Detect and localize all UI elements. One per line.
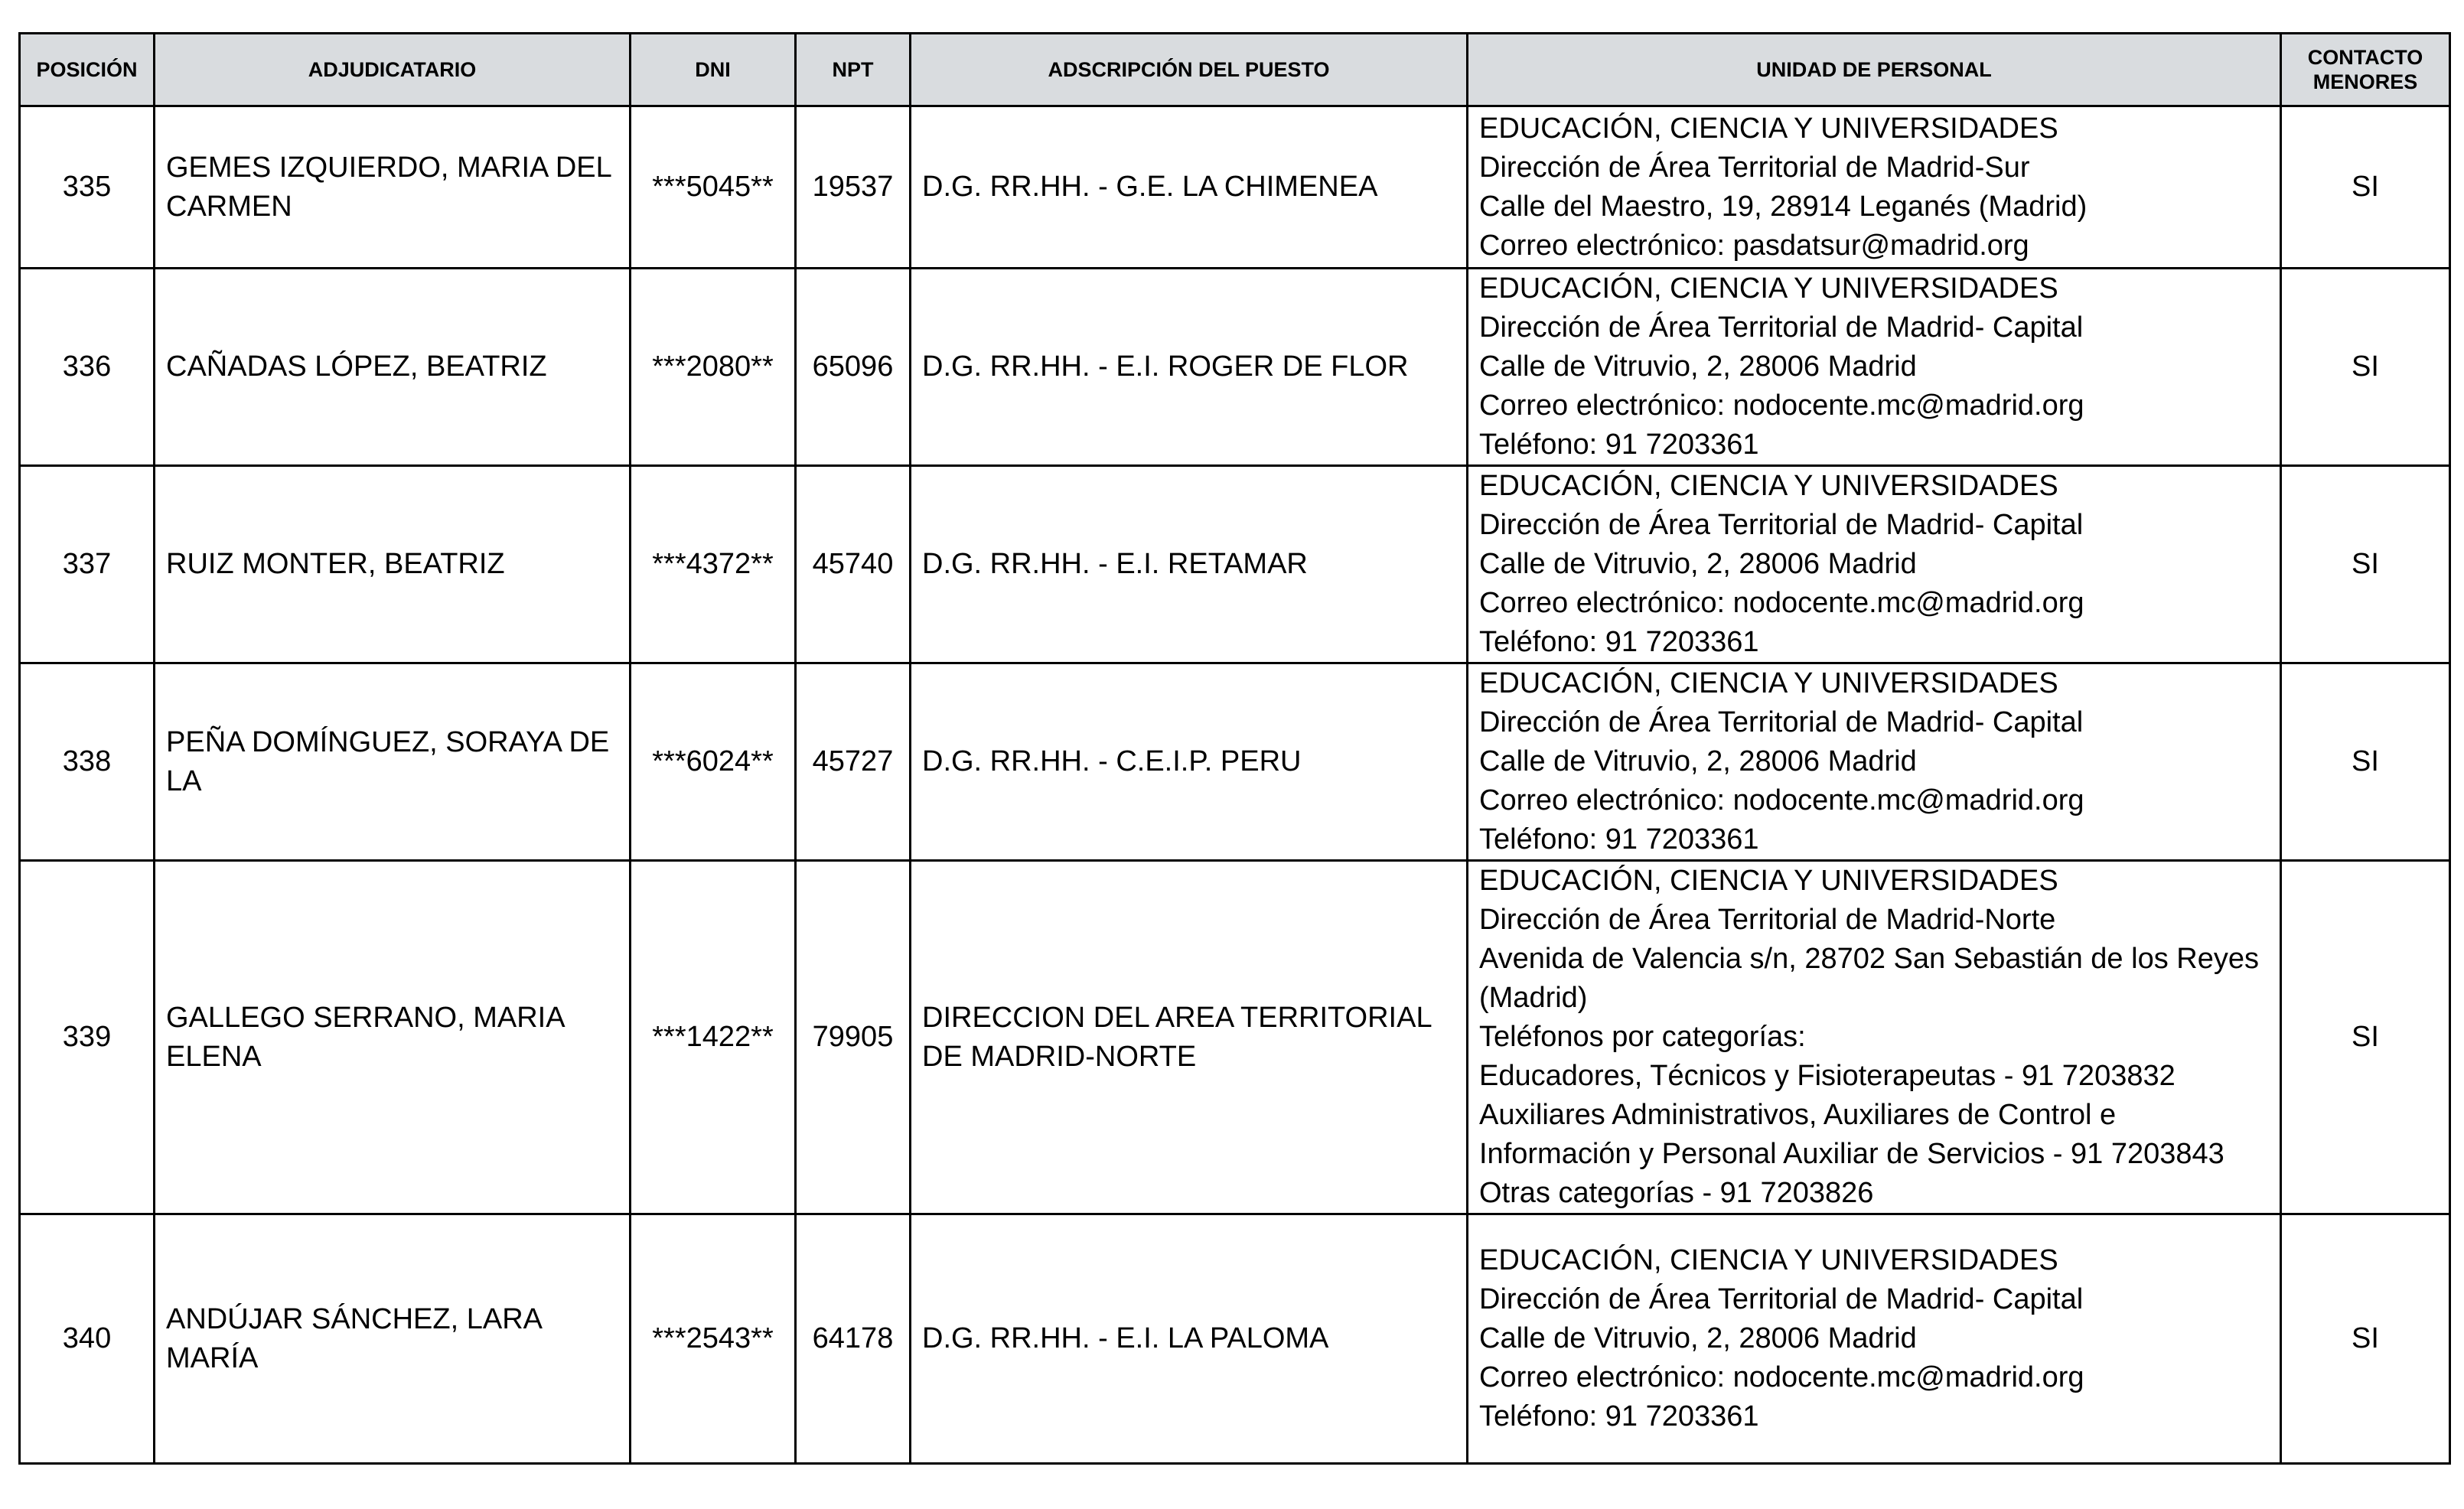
cell-adjudicatario: ANDÚJAR SÁNCHEZ, LARA MARÍA xyxy=(155,1214,631,1464)
table-row xyxy=(20,1214,2450,1464)
cell-posicion: 339 xyxy=(20,861,155,1214)
cell-posicion: 337 xyxy=(20,466,155,663)
cell-contacto: SI xyxy=(2281,269,2450,466)
unidad-line: Auxiliares Administrativos, Auxiliares de Control e xyxy=(1479,1099,2117,1131)
cell-posicion: 338 xyxy=(20,663,155,861)
cell-unidad xyxy=(1468,1214,2281,1464)
table-row xyxy=(20,106,2450,269)
cell-adjudicatario: PEÑA DOMÍNGUEZ, SORAYA DE LA xyxy=(155,663,631,861)
unidad-line: Correo electrónico: nodocente.mc@madrid.org xyxy=(1479,389,2084,422)
unidad-line: Correo electrónico: nodocente.mc@madrid.org xyxy=(1479,784,2084,816)
cell-unidad xyxy=(1468,663,2281,861)
header-unidad: UNIDAD DE PERSONAL xyxy=(1468,34,2281,106)
cell-npt: 19537 xyxy=(796,106,911,269)
unidad-line: Teléfonos por categorías: xyxy=(1479,1021,1806,1053)
cell-npt: 45727 xyxy=(796,663,911,861)
unidad-line: Dirección de Área Territorial de Madrid- Capital xyxy=(1479,311,2084,344)
unidad-line: Correo electrónico: nodocente.mc@madrid.org xyxy=(1479,587,2084,619)
cell-adjudicatario: GALLEGO SERRANO, MARIA ELENA xyxy=(155,861,631,1214)
cell-adscripcion: D.G. RR.HH. - G.E. LA CHIMENEA xyxy=(911,106,1468,269)
cell-contacto: SI xyxy=(2281,1214,2450,1464)
cell-adscripcion: DIRECCION DEL AREA TERRITORIAL DE MADRID-NORTE xyxy=(911,861,1468,1214)
unidad-line: EDUCACIÓN, CIENCIA Y UNIVERSIDADES xyxy=(1479,272,2058,305)
unidad-line: Avenida de Valencia s/n, 28702 San Sebastián de los Reyes xyxy=(1479,943,2259,975)
cell-adscripcion: D.G. RR.HH. - E.I. RETAMAR xyxy=(911,466,1468,663)
unidad-line: Correo electrónico: pasdatsur@madrid.org xyxy=(1479,229,2029,262)
cell-dni: ***2543** xyxy=(631,1214,796,1464)
cell-contacto: SI xyxy=(2281,106,2450,269)
cell-adjudicatario: GEMES IZQUIERDO, MARIA DEL CARMEN xyxy=(155,106,631,269)
cell-unidad xyxy=(1468,861,2281,1214)
header-posicion: POSICIÓN xyxy=(20,34,155,106)
table-header-row xyxy=(20,34,2450,106)
cell-unidad xyxy=(1468,106,2281,269)
header-contacto-line1: CONTACTO xyxy=(2307,46,2423,69)
unidad-line: Información y Personal Auxiliar de Servicios - 91 7203843 xyxy=(1479,1138,2224,1170)
unidad-line: EDUCACIÓN, CIENCIA Y UNIVERSIDADES xyxy=(1479,667,2058,699)
unidad-line: Calle de Vitruvio, 2, 28006 Madrid xyxy=(1479,745,1917,777)
cell-adscripcion: D.G. RR.HH. - E.I. LA PALOMA xyxy=(911,1214,1468,1464)
cell-npt: 64178 xyxy=(796,1214,911,1464)
unidad-line: EDUCACIÓN, CIENCIA Y UNIVERSIDADES xyxy=(1479,112,2058,145)
unidad-line: EDUCACIÓN, CIENCIA Y UNIVERSIDADES xyxy=(1479,470,2058,502)
table-row xyxy=(20,663,2450,861)
header-dni: DNI xyxy=(631,34,796,106)
cell-posicion: 340 xyxy=(20,1214,155,1464)
unidad-line: EDUCACIÓN, CIENCIA Y UNIVERSIDADES xyxy=(1479,1244,2058,1276)
unidad-line: Calle de Vitruvio, 2, 28006 Madrid xyxy=(1479,1322,1917,1354)
unidad-line: Teléfono: 91 7203361 xyxy=(1479,1400,1759,1432)
unidad-line: Dirección de Área Territorial de Madrid-Sur xyxy=(1479,151,2030,184)
cell-adscripcion: D.G. RR.HH. - C.E.I.P. PERU xyxy=(911,663,1468,861)
cell-dni: ***4372** xyxy=(631,466,796,663)
cell-npt: 79905 xyxy=(796,861,911,1214)
unidad-line: Teléfono: 91 7203361 xyxy=(1479,823,1759,856)
cell-npt: 65096 xyxy=(796,269,911,466)
table-row xyxy=(20,269,2450,466)
cell-contacto: SI xyxy=(2281,861,2450,1214)
unidad-line: Dirección de Área Territorial de Madrid- Capital xyxy=(1479,509,2084,541)
cell-posicion: 336 xyxy=(20,269,155,466)
unidad-line: Dirección de Área Territorial de Madrid- Capital xyxy=(1479,706,2084,738)
unidad-line: (Madrid) xyxy=(1479,982,1588,1014)
cell-unidad xyxy=(1468,269,2281,466)
header-adscripcion: ADSCRIPCIÓN DEL PUESTO xyxy=(911,34,1468,106)
unidad-line: Teléfono: 91 7203361 xyxy=(1479,626,1759,658)
unidad-line: EDUCACIÓN, CIENCIA Y UNIVERSIDADES xyxy=(1479,865,2058,897)
cell-posicion: 335 xyxy=(20,106,155,269)
unidad-line: Otras categorías - 91 7203826 xyxy=(1479,1177,1874,1209)
header-contacto xyxy=(2281,34,2450,106)
unidad-line: Correo electrónico: nodocente.mc@madrid.org xyxy=(1479,1361,2084,1393)
cell-contacto: SI xyxy=(2281,663,2450,861)
unidad-line: Dirección de Área Territorial de Madrid-Norte xyxy=(1479,904,2056,936)
header-npt: NPT xyxy=(796,34,911,106)
header-contacto-line2: MENORES xyxy=(2312,70,2418,93)
table-row xyxy=(20,861,2450,1214)
unidad-line: Educadores, Técnicos y Fisioterapeutas - 91 7203832 xyxy=(1479,1060,2176,1092)
table-row xyxy=(20,466,2450,663)
header-adjudicatario: ADJUDICATARIO xyxy=(155,34,631,106)
unidad-line: Calle de Vitruvio, 2, 28006 Madrid xyxy=(1479,350,1917,383)
adjudication-table xyxy=(18,32,2451,1465)
cell-dni: ***5045** xyxy=(631,106,796,269)
unidad-line: Calle de Vitruvio, 2, 28006 Madrid xyxy=(1479,548,1917,580)
cell-adjudicatario: RUIZ MONTER, BEATRIZ xyxy=(155,466,631,663)
cell-contacto: SI xyxy=(2281,466,2450,663)
unidad-line: Teléfono: 91 7203361 xyxy=(1479,429,1759,461)
cell-adjudicatario: CAÑADAS LÓPEZ, BEATRIZ xyxy=(155,269,631,466)
cell-dni: ***6024** xyxy=(631,663,796,861)
cell-adscripcion: D.G. RR.HH. - E.I. ROGER DE FLOR xyxy=(911,269,1468,466)
unidad-line: Calle del Maestro, 19, 28914 Leganés (Madrid) xyxy=(1479,190,2088,223)
cell-npt: 45740 xyxy=(796,466,911,663)
document-page xyxy=(18,32,2449,1465)
cell-unidad xyxy=(1468,466,2281,663)
unidad-line: Dirección de Área Territorial de Madrid- Capital xyxy=(1479,1283,2084,1315)
cell-dni: ***1422** xyxy=(631,861,796,1214)
cell-dni: ***2080** xyxy=(631,269,796,466)
